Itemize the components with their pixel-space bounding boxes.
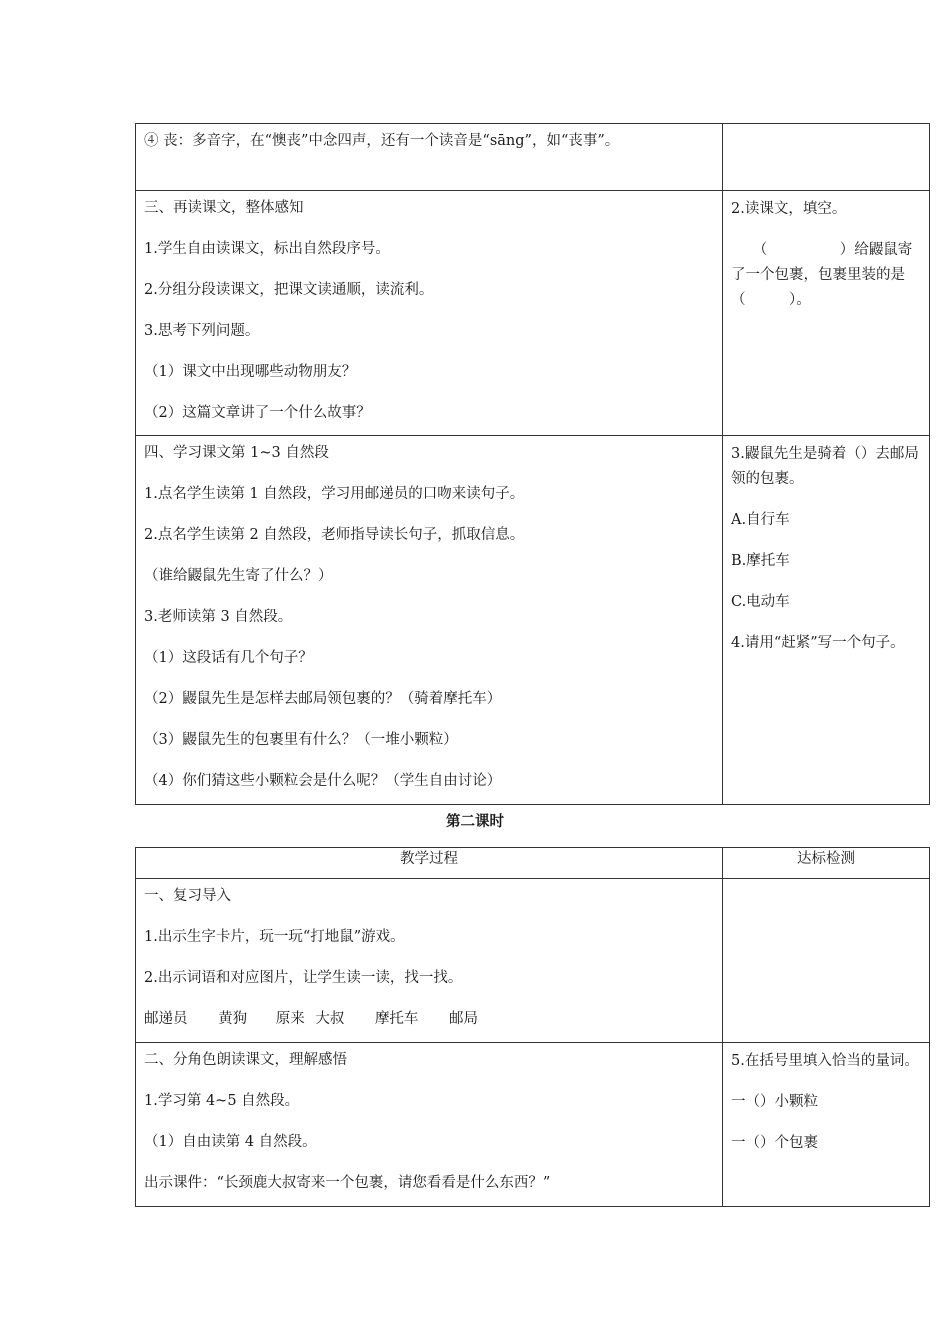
table-header-row	[136, 848, 930, 879]
exercise-text: 一（）小颗粒	[731, 1094, 818, 1110]
vocabulary-word: 摩托车	[374, 1011, 419, 1027]
paragraph: 1.学习第 4~5 自然段。	[144, 1093, 300, 1109]
paragraph: 1.点名学生读第 1 自然段，学习用邮递员的口吻来读句子。	[144, 486, 525, 502]
check-cell	[723, 124, 930, 191]
paragraph: （4）你们猜这些小颗粒会是什么呢？（学生自由讨论）	[144, 773, 502, 789]
paragraph: 二、分角色朗读课文，理解感悟	[144, 1052, 347, 1068]
exercise-option: C.电动车	[731, 594, 790, 610]
paragraph: 三、再读课文，整体感知	[144, 200, 304, 216]
paragraph: （3）鼹鼠先生的包裹里有什么？（一堆小颗粒）	[144, 732, 458, 748]
vocabulary-word: 邮局	[449, 1011, 479, 1027]
exercise-text: 4.请用“赶紧”写一个句子。	[731, 635, 905, 651]
paragraph: 1.学生自由读课文，标出自然段序号。	[144, 241, 390, 257]
exercise-option: B.摩托车	[731, 553, 790, 569]
exercise-text: 5.在括号里填入恰当的量词。	[731, 1053, 919, 1069]
paragraph: （1）课文中出现哪些动物朋友？	[144, 364, 357, 380]
vocabulary-word: 原来	[275, 1011, 305, 1027]
vocabulary-list	[144, 1008, 714, 1031]
vocabulary-word: 大叔	[315, 1011, 345, 1027]
vocabulary-word: 邮递员	[144, 1011, 188, 1027]
exercise-option: A.自行车	[731, 512, 790, 528]
paragraph: （1）这段话有几个句子？	[144, 650, 313, 666]
paragraph: 一、复习导入	[144, 888, 231, 904]
column-header-process: 教学过程	[136, 848, 723, 879]
lesson-table-1	[135, 123, 930, 805]
paragraph: （谁给鼹鼠先生寄了什么？）	[144, 568, 333, 584]
exercise-text: 一（）个包裹	[731, 1135, 818, 1151]
table-row	[136, 436, 930, 805]
process-cell	[136, 436, 723, 805]
check-cell	[723, 436, 930, 805]
vocabulary-word: 黄狗	[218, 1011, 248, 1027]
column-header-check: 达标检测	[723, 848, 930, 879]
table-row	[136, 124, 930, 191]
paragraph: 3.思考下列问题。	[144, 323, 260, 339]
paragraph: （2）鼹鼠先生是怎样去邮局领包裹的？（骑着摩托车）	[144, 691, 502, 707]
process-cell	[136, 1043, 723, 1207]
paragraph: （1）自由读第 4 自然段。	[144, 1134, 317, 1150]
table-row	[136, 879, 930, 1043]
process-cell	[136, 191, 723, 436]
table-row	[136, 191, 930, 436]
paragraph: 出示课件：“长颈鹿大叔寄来一个包裹，请您看看是什么东西？”	[144, 1175, 551, 1191]
paragraph: 1.出示生字卡片，玩一玩“打地鼠”游戏。	[144, 929, 405, 945]
check-cell	[723, 191, 930, 436]
paragraph: 2.点名学生读第 2 自然段，老师指导读长句子，抓取信息。	[144, 527, 525, 543]
paragraph: 2.分组分段读课文，把课文读通顺，读流利。	[144, 282, 434, 298]
table-row	[136, 1043, 930, 1207]
paragraph: 3.老师读第 3 自然段。	[144, 609, 293, 625]
check-cell	[723, 1043, 930, 1207]
exercise-text: 2.读课文，填空。	[731, 201, 847, 217]
process-cell	[136, 879, 723, 1043]
exercise-text: 3.鼹鼠先生是骑着（）去邮局领的包裹。	[731, 446, 919, 487]
paragraph: 四、学习课文第 1~3 自然段	[144, 445, 329, 461]
paragraph: 2.出示词语和对应图片，让学生读一读，找一找。	[144, 970, 463, 986]
section-title: 第二课时	[446, 814, 504, 830]
check-cell	[723, 879, 930, 1043]
lesson-table-2	[135, 847, 930, 1207]
paragraph: （2）这篇文章讲了一个什么故事？	[144, 405, 371, 421]
exercise-text: （ ）给鼹鼠寄了一个包裹，包裹里装的是（ ）。	[731, 242, 913, 308]
paragraph: ④ 丧：多音字，在“懊丧”中念四声，还有一个读音是“sāng”，如“丧事”。	[144, 133, 620, 149]
process-cell	[136, 124, 723, 191]
